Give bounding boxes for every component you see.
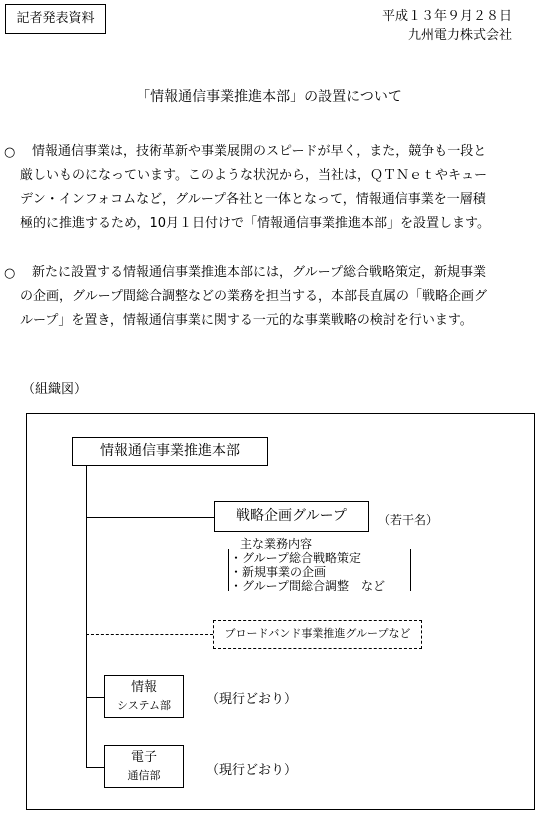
org-head-box: 情報通信事業推進本部 xyxy=(72,437,268,466)
paragraph-line: デン・インフォコムなど，グループ各社と一体となって，情報通信事業を一層積 xyxy=(20,192,486,207)
duty-item: ・グループ総合戦略策定 xyxy=(230,551,362,565)
connector-info xyxy=(86,697,104,698)
paragraph-line: 情報通信事業は，技術革新や事業展開のスピードが早く，また，競争も一段と xyxy=(32,144,487,159)
header-date-block xyxy=(382,7,512,45)
strategy-group-box: 戦略企画グループ xyxy=(214,501,369,532)
elec-comm-dept-box xyxy=(104,745,184,788)
paragraph-line: 新たに設置する情報通信事業推進本部には，グループ総合戦略策定，新規事業 xyxy=(32,265,486,280)
org-chart-frame xyxy=(26,413,535,810)
connector-strategy xyxy=(86,517,214,518)
company-name: 九州電力株式会社 xyxy=(407,28,512,43)
paragraph-line: 厳しいものになっています。このような状況から，当社は，ＱＴＮｅｔやキュー xyxy=(20,168,487,183)
paragraph-bullet: ○ xyxy=(4,145,16,160)
paragraph-line: の企画，グループ間総合調整などの業務を担当する，本部長直属の「戦略企画グ xyxy=(20,289,487,304)
strategy-staff-note: （若干名） xyxy=(378,513,439,527)
dept-name-line2: 通信部 xyxy=(127,768,161,782)
duty-item: ・グループ間総合調整 など xyxy=(230,579,386,593)
broadband-group-box: ブロードバンド事業推進グループなど xyxy=(213,620,422,649)
paragraph-bullet: ○ xyxy=(4,266,16,281)
org-spine-line xyxy=(86,466,87,768)
duty-item: ・新規事業の企画 xyxy=(230,565,327,579)
paragraph-1 xyxy=(20,140,525,236)
info-dept-note: （現行どおり） xyxy=(206,692,298,707)
release-date: 平成１３年９月２８日 xyxy=(381,9,512,24)
connector-elec xyxy=(86,767,104,768)
elec-dept-note: （現行どおり） xyxy=(206,763,298,778)
dept-name-line1: 情報 xyxy=(130,679,157,695)
dept-name-line2: システム部 xyxy=(117,698,171,712)
info-system-dept-box xyxy=(104,675,184,718)
paragraph-2 xyxy=(20,261,525,333)
connector-broadband xyxy=(86,634,213,635)
paragraph-line: 極的に推進するため，10月１日付けで「情報通信事業推進本部」を設置します。 xyxy=(20,216,490,231)
duties-heading: 主な業務内容 xyxy=(240,537,313,551)
dept-name-line1: 電子 xyxy=(130,749,157,765)
document-title: 「情報通信事業推進本部」の設置について xyxy=(136,89,402,105)
org-chart-caption: （組織図） xyxy=(22,382,88,397)
paragraph-line: ループ」を置き，情報通信事業に関する一元的な事業戦略の検討を行います。 xyxy=(20,313,473,328)
press-release-badge: 記者発表資料 xyxy=(5,4,106,34)
